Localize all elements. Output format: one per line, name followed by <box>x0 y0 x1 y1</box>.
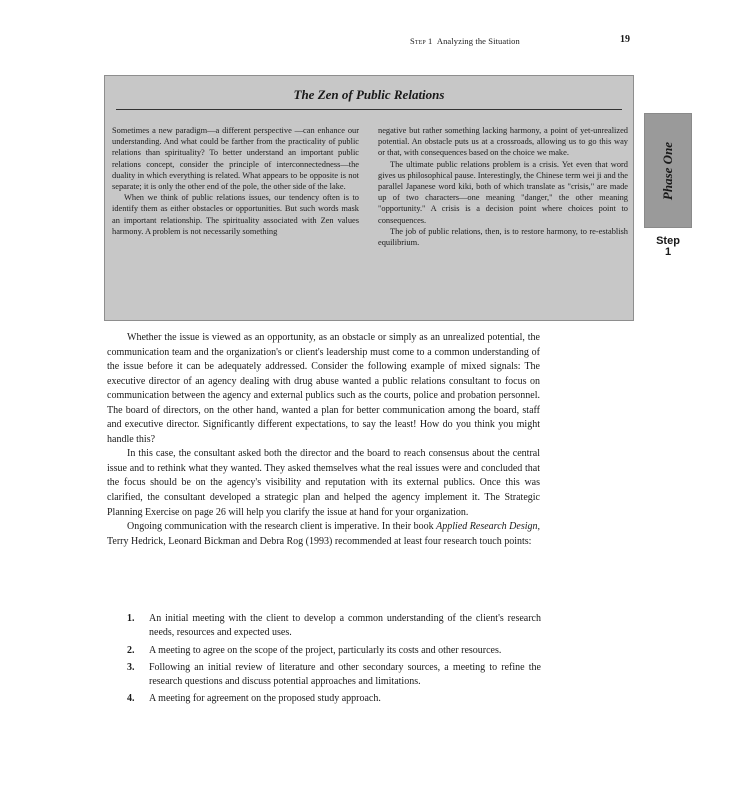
body-paragraph: Whether the issue is viewed as an opportunity, as an obstacle or simply as an unrealized potential, the communication team and the organization's or client's leadership must come to a common understanding of the issue before it can be adequately addressed. Consider the following example of mixed signals: The executive director of an agency dealing with drug abuse wanted a public relations consultant to focus on communication between the agency and external publics such as the courts, police and probation personnel. The board of directors, on the other hand, wanted a plan for better communication among the board, staff and executive director. Significantly different expectations, to say the least! How do you think you might handle this? <box>107 332 540 445</box>
sidebar-paragraph: The job of public relations, then, is to restore harmony, to re-establish equilibrium. <box>378 226 628 248</box>
sidebar-paragraph: The ultimate public relations problem is a crisis. Yet even that word gives us philosophical pause. Interestingly, the Chinese term wei ji and the parallel Japanese word kiki, both of which translate as "crisis," are made up of two characters—one meaning "danger," the other meaning "opportunity." A crisis is a decision point where choices point to consequences. <box>378 159 628 225</box>
running-head <box>410 36 520 46</box>
list-item-number: 4. <box>127 693 135 705</box>
sidebar-paragraph: Sometimes a new paradigm—a different perspective —can enhance our understanding. And what could be farther from the practicality of public relations than spirituality? To better understand an important public relations concept, consider the principle of interconnectedness—the duality in which everything is related. What appears to be opposite is not separate; it is only the other end of the pole, the other side of the lake. <box>112 126 359 192</box>
sidebar-title-rule <box>116 109 622 110</box>
body-paragraph: In this case, the consultant asked both the director and the board to reach consensus about the central issue and to rethink what they wanted. They asked themselves what the real issues were and concluded that the focus should be on the agency's visibility and reputation with its external publics. Once this was clarified, the consultant developed a strategic plan and helped the agency implement it. The Strategic Planning Exercise on page 26 will help you clarify the issue at hand for your organization. <box>107 448 540 518</box>
sidebar-right-column <box>378 125 628 248</box>
page-number: 19 <box>620 34 630 45</box>
step-marker <box>650 236 686 258</box>
list-item-text: A meeting for agreement on the proposed study approach. <box>149 693 381 705</box>
body-text <box>107 331 540 549</box>
phase-tab-label: Phase One <box>660 141 676 200</box>
sidebar-paragraph: negative but rather something lacking harmony, a point of yet-unrealized potential. An obstacle puts us at a crossroads, allowing us to go this way or that, with consequences based on the choice we make. <box>378 126 628 158</box>
body-paragraph-book <box>107 520 540 549</box>
list-item <box>127 644 541 658</box>
list-item <box>127 661 541 690</box>
list-item-text: An initial meeting with the client to develop a common understanding of the client's research needs, resources and expected uses. <box>149 613 541 639</box>
touch-points-list <box>127 612 541 710</box>
list-item-number: 1. <box>127 613 135 624</box>
step-marker-word: Step <box>656 235 680 247</box>
list-item-number: 3. <box>127 661 135 673</box>
running-head-step: Step 1 <box>410 36 433 46</box>
sidebar-title: The Zen of Public Relations <box>293 87 445 102</box>
book-tail: Terry Hedrick, Leonard Bickman and Debra Rog (1993) recommended at least four research touch points: <box>107 535 532 547</box>
list-item <box>127 692 541 706</box>
phase-one-tab <box>644 113 692 228</box>
book-lead: Ongoing communication with the research client is imperative. In their book <box>127 521 437 533</box>
list-item-number: 2. <box>127 644 135 656</box>
list-item <box>127 612 541 641</box>
running-head-title: Analyzing the Situation <box>436 36 520 46</box>
list-item-text: A meeting to agree on the scope of the project, particularly its costs and other resources. <box>149 644 502 656</box>
book-title: Applied Research Design, <box>436 521 540 533</box>
list-item-text: Following an initial review of literature and other secondary sources, a meeting to refine the research questions and discuss potential approaches and limitations. <box>149 661 541 688</box>
sidebar-box <box>104 75 634 321</box>
sidebar-paragraph: When we think of public relations issues, our tendency often is to identify them as either obstacles or opportunities. But such words mask an important relationship. The spirituality associated with Zen values harmony. A problem is not necessarily something <box>112 193 359 236</box>
step-marker-number: 1 <box>664 246 672 258</box>
sidebar-left-column <box>112 125 359 237</box>
